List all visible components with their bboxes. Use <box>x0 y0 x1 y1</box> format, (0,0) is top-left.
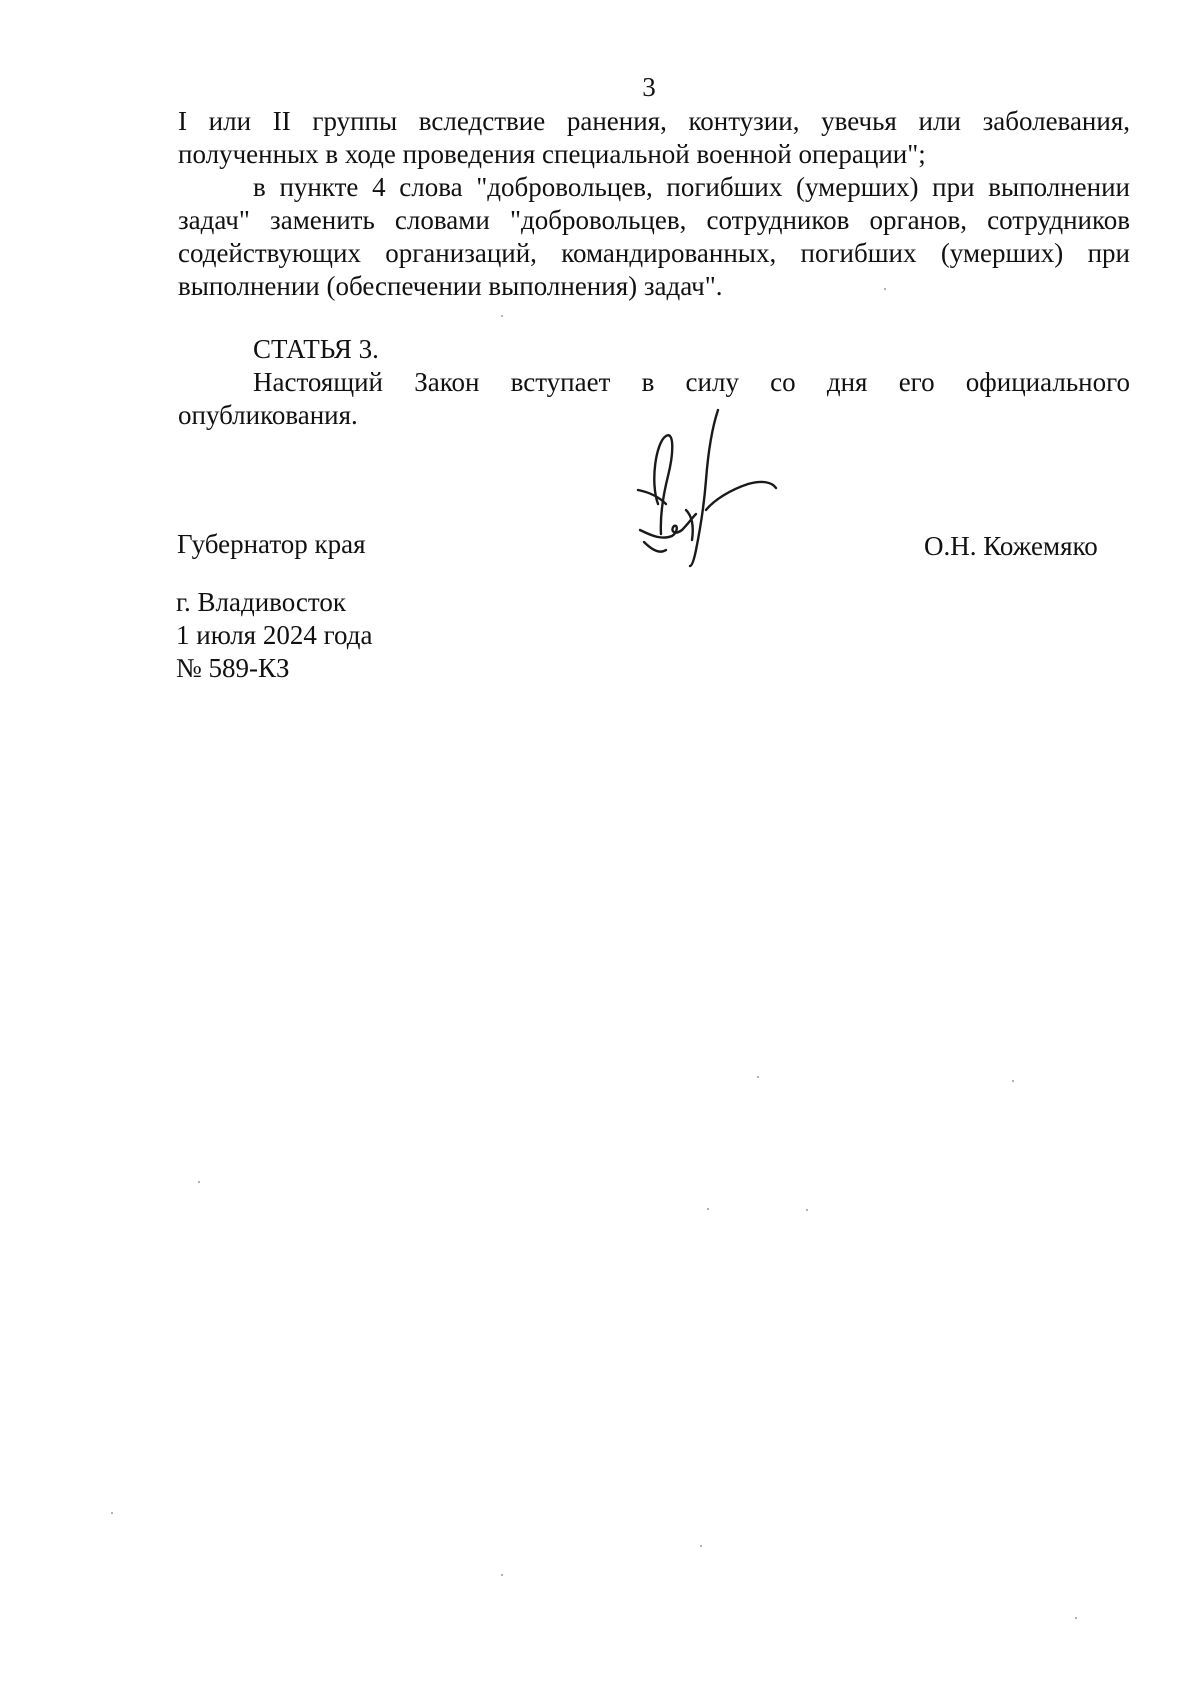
scan-speck <box>806 1209 808 1211</box>
article-text-line-1: Настоящий Закон вступает в силу со дня его официального <box>253 367 1130 397</box>
handwritten-signature-icon <box>630 400 790 570</box>
governor-title: Губернатор края <box>177 529 366 559</box>
scan-speck <box>198 1181 200 1183</box>
scan-speck <box>501 315 503 317</box>
scan-speck <box>757 1076 759 1078</box>
scan-speck <box>501 1574 503 1576</box>
scan-speck <box>700 1545 702 1547</box>
body-line-1: I или II группы вследствие ранения, контузии, увечья или заболевания, <box>178 106 1130 136</box>
city-line: г. Владивосток <box>176 587 346 617</box>
scan-speck <box>1075 1617 1077 1619</box>
page-number: 3 <box>642 72 656 102</box>
body-line-5: содействующих организаций, командированных, погибших (умерших) при <box>178 238 1130 268</box>
body-line-2: полученных в ходе проведения специальной военной операции"; <box>178 139 926 169</box>
date-line: 1 июля 2024 года <box>176 620 373 650</box>
law-number-line: № 589-КЗ <box>176 653 290 683</box>
article-heading: СТАТЬЯ 3. <box>253 334 379 364</box>
body-line-4: задач" заменить словами "добровольцев, сотрудников органов, сотрудников <box>178 205 1130 235</box>
scan-speck <box>884 288 886 290</box>
body-line-3: в пункте 4 слова "добровольцев, погибших (умерших) при выполнении <box>253 172 1130 202</box>
scan-speck <box>111 1512 113 1514</box>
article-text-line-2: опубликования. <box>178 400 358 430</box>
governor-name: О.Н. Кожемяко <box>924 531 1098 561</box>
body-line-6: выполнении (обеспечении выполнения) задач". <box>178 271 723 301</box>
scan-speck <box>707 1208 709 1210</box>
scan-speck <box>1012 1080 1014 1082</box>
